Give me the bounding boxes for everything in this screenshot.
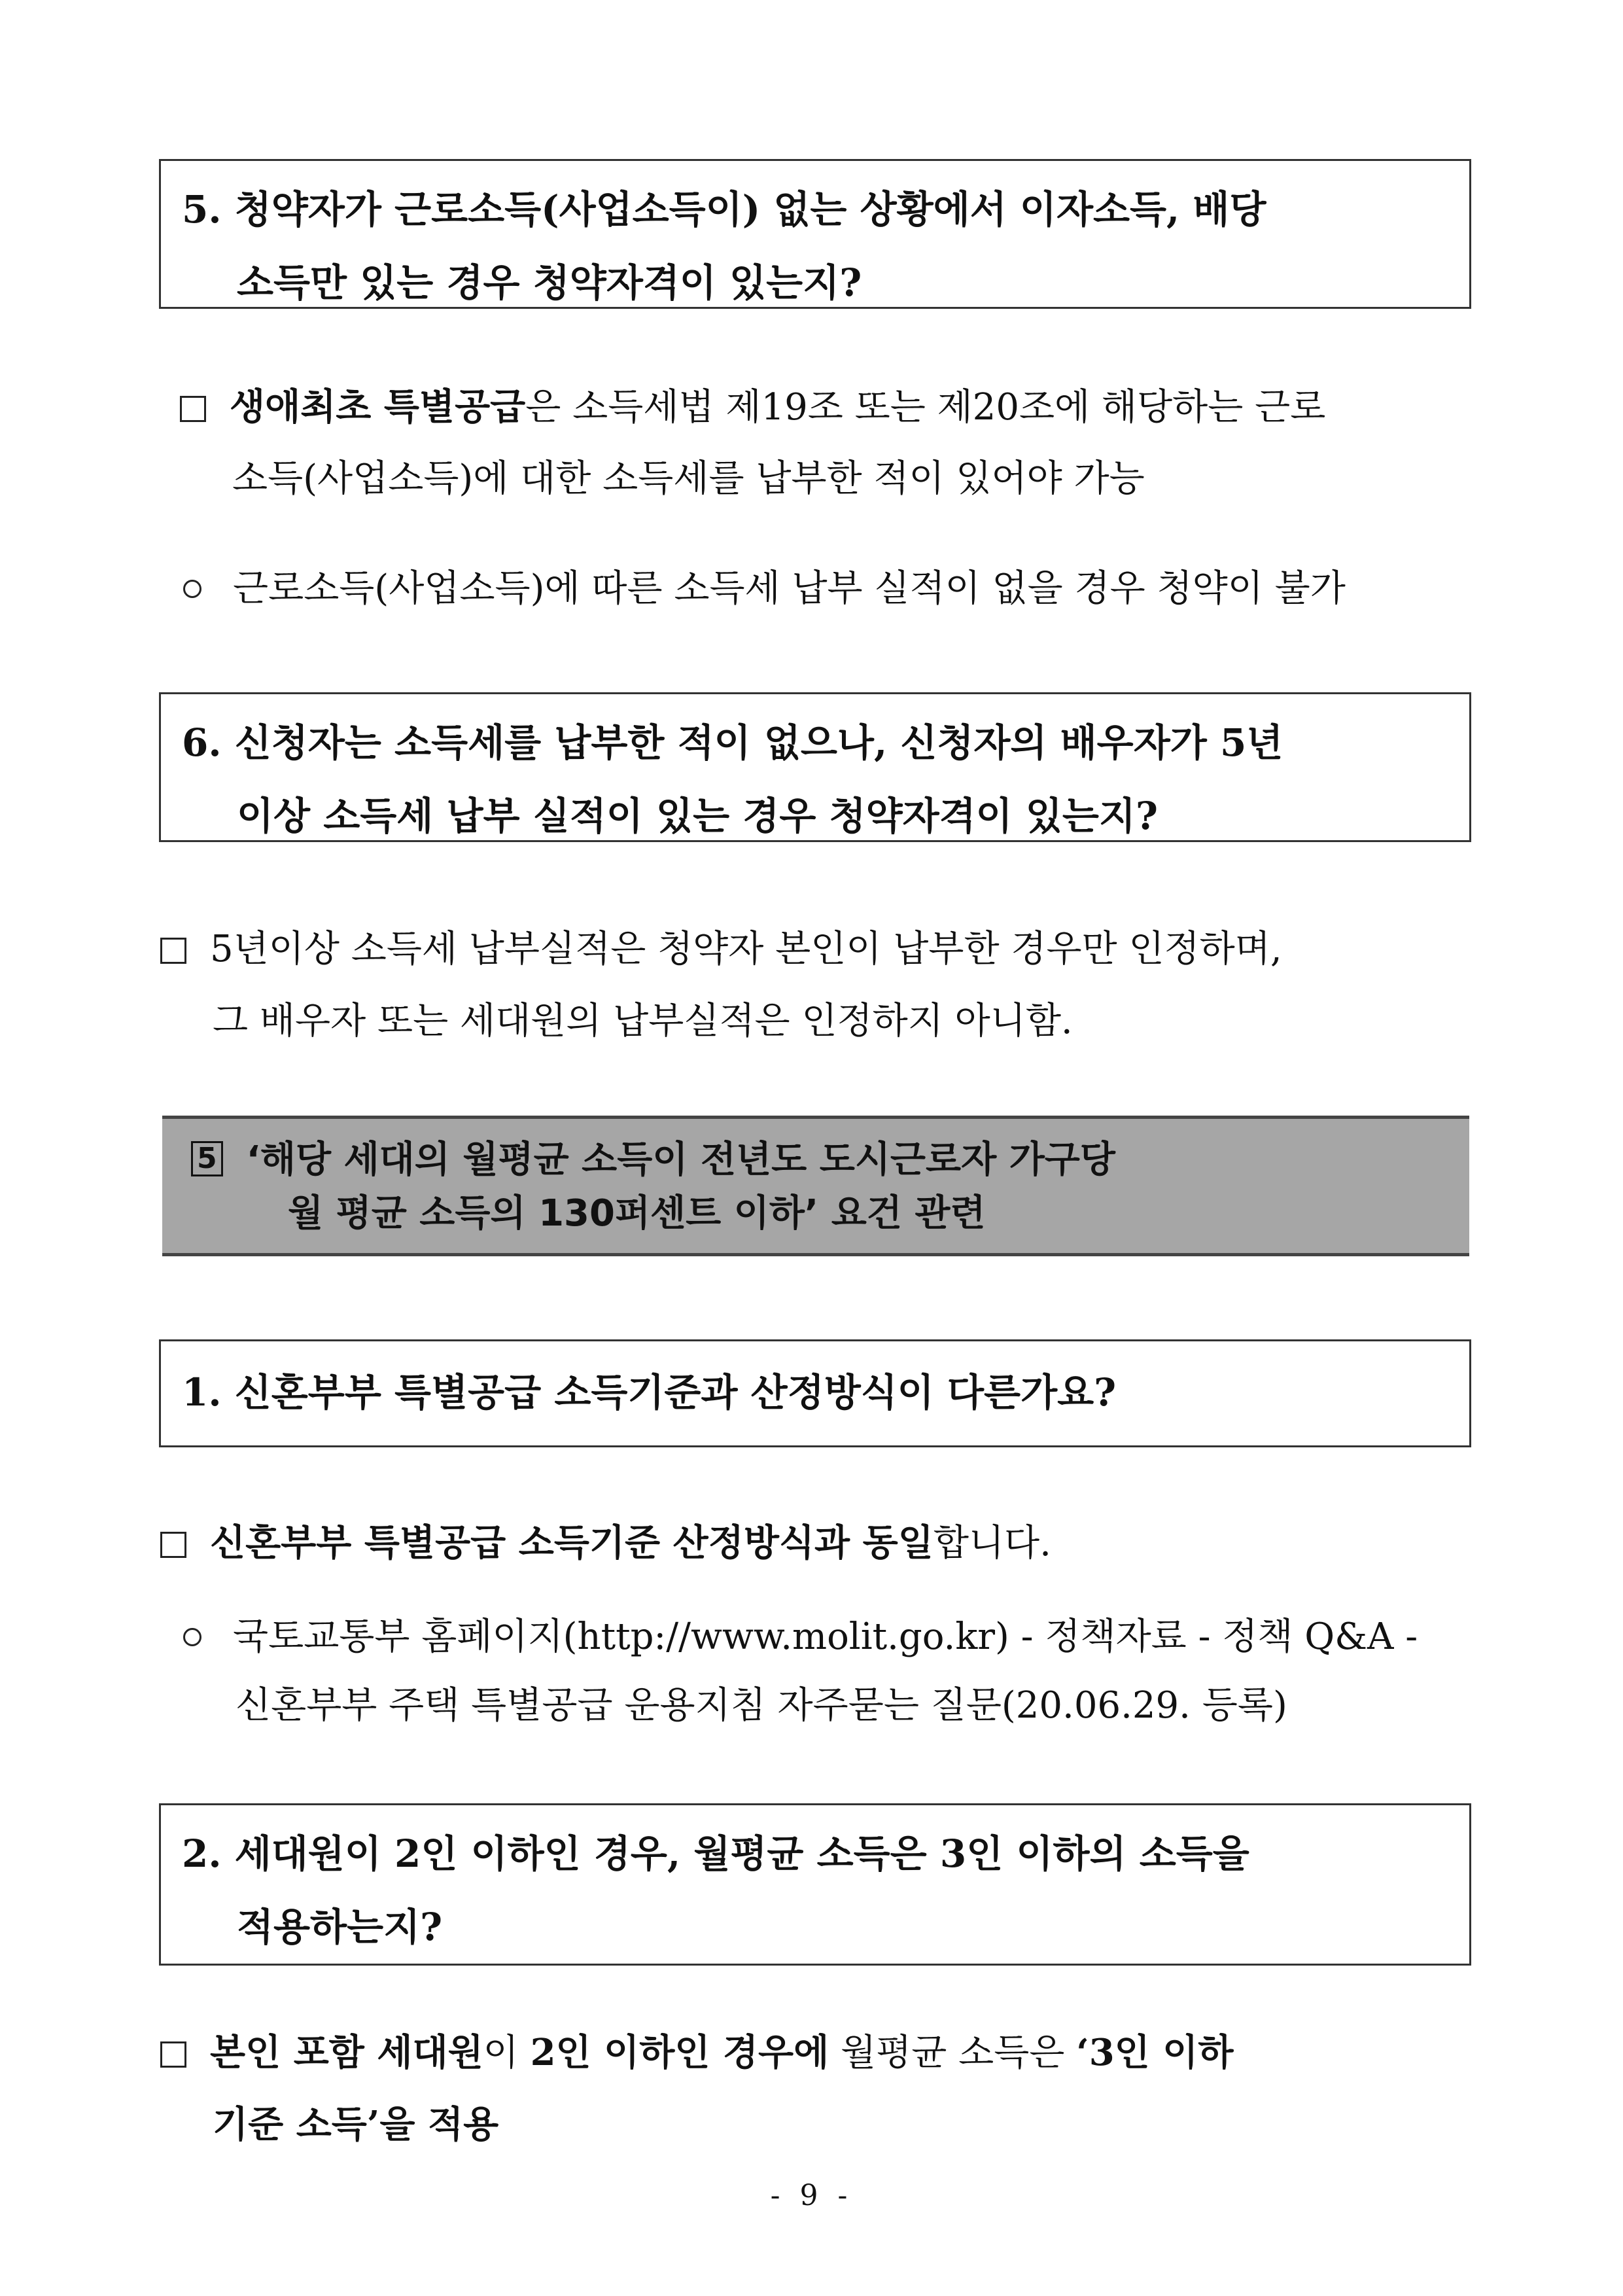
page-number: - 9 -: [770, 2179, 853, 2212]
answer-s5-1-bold: 신혼부부 특별공급 소득기준 산정방식과 동일: [210, 1521, 934, 1564]
answer-s5-2-text-2: 월평균 소득은: [829, 2032, 1077, 2074]
checkbox-square-icon: [160, 2041, 186, 2068]
answer-s5-2-bold-1: 본인 포함 세대원: [210, 2031, 483, 2074]
question-6-line-1: 6. 신청자는 소득세를 납부한 적이 없으나, 신청자의 배우자가 5년: [182, 720, 1283, 765]
section-5-line-1: [191, 1133, 1469, 1187]
section-header-5: [162, 1116, 1469, 1256]
answer-s5-2-bold-2: 2인 이하인 경우에: [530, 2031, 829, 2074]
checkbox-square-icon: [160, 1532, 186, 1558]
answer-5-bold: 생애최초 특별공급: [230, 385, 526, 429]
question-box-5: [159, 159, 1471, 309]
answer-6-line-1: 5년이상 소득세 납부실적은 청약자 본인이 납부한 경우만 인정하며,: [210, 928, 1282, 970]
answer-5-text: 은 소득세법 제19조 또는 제20조에 해당하는 근로: [525, 386, 1326, 429]
answer-s5-2: [160, 2017, 1233, 2089]
answer-s5-1-bullet-line-2: 신혼부부 주택 특별공급 운용지침 자주묻는 질문(20.06.29. 등록): [236, 1684, 1287, 1727]
answer-s5-2-line-2: [213, 2089, 498, 2161]
answer-s5-1: [160, 1507, 1051, 1580]
section-number-badge: 5: [191, 1141, 223, 1176]
answer-6: [160, 913, 1282, 985]
question-s5-2-line-2: 적용하는지?: [237, 1905, 443, 1949]
answer-6-line-2: 그 배우자 또는 세대원의 납부실적은 인정하지 아니함.: [213, 1000, 1073, 1042]
question-box-s5-1: [159, 1339, 1471, 1447]
bullet-circle-icon: [183, 1628, 201, 1646]
checkbox-square-icon: [160, 938, 186, 964]
section-5-title-line-1: ‘해당 세대의 월평균 소득이 전년도 도시근로자 가구당: [246, 1139, 1115, 1181]
answer-s5-2-line-2-bold: 기준 소득’을 적용: [213, 2103, 499, 2146]
bullet-circle-icon: [183, 580, 201, 598]
answer-5-bullet: [183, 553, 1346, 625]
question-5-line-2: 소득만 있는 경우 청약자격이 있는지?: [237, 260, 862, 305]
question-s5-2-line-1: 2. 세대원이 2인 이하인 경우, 월평균 소득은 3인 이하의 소득을: [182, 1831, 1249, 1876]
question-box-s5-2: [159, 1803, 1471, 1966]
question-s5-1-line-1: 1. 신혼부부 특별공급 소득기준과 산정방식이 다른가요?: [182, 1370, 1117, 1415]
answer-s5-2-bold-3: ‘3인 이하: [1076, 2031, 1234, 2074]
answer-5: [180, 371, 1325, 444]
section-5-title-line-2: 월 평균 소득의 130퍼센트 이하’ 요건 관련: [288, 1192, 986, 1235]
answer-s5-1-text: 합니다.: [933, 1522, 1051, 1564]
answer-5-line-2: 소득(사업소득)에 대한 소득세를 납부한 적이 있어야 가능: [232, 457, 1145, 500]
checkbox-square-icon: [180, 396, 206, 422]
question-6-line-2: 이상 소득세 납부 실적이 있는 경우 청약자격이 있는지?: [237, 794, 1158, 838]
answer-5-bullet-text: 근로소득(사업소득)에 따른 소득세 납부 실적이 없을 경우 청약이 불가: [233, 567, 1346, 610]
answer-s5-2-text-1: 이: [483, 2032, 531, 2074]
answer-s5-1-bullet-line-1: 국토교통부 홈페이지(http://www.molit.go.kr) - 정책자료 - 정책 Q&A -: [233, 1616, 1418, 1658]
answer-s5-1-bullet: [183, 1601, 1418, 1673]
question-box-6: [159, 692, 1471, 842]
question-5-line-1: 5. 청약자가 근로소득(사업소득이) 없는 상황에서 이자소득, 배당: [182, 187, 1266, 232]
